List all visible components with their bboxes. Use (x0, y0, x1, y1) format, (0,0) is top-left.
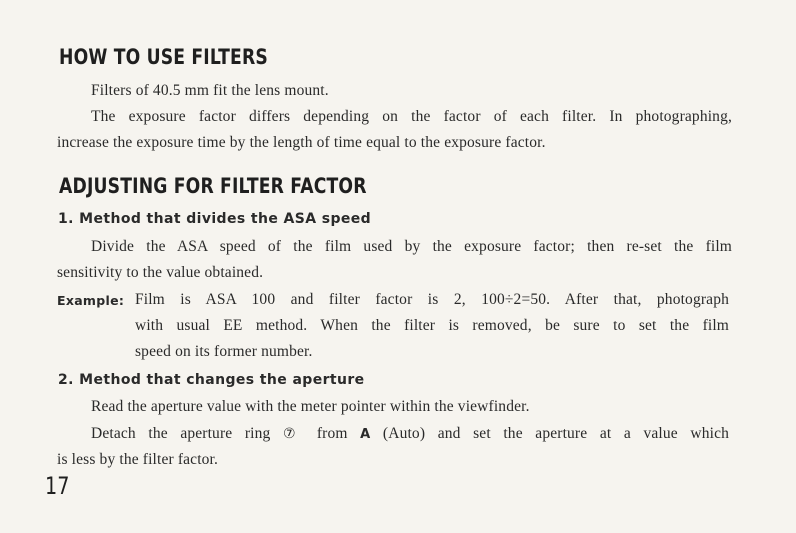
method2-title: 2. Method that changes the aperture (58, 372, 365, 388)
method2-text-line1: Read the aperture value with the meter pointer within the viewfinder. (91, 398, 530, 415)
method2-text-line2 (91, 425, 729, 444)
method2-line2-part-c: (Auto) and set the aperture at a value which (370, 425, 730, 442)
method1-title: 1. Method that divides the ASA speed (58, 211, 372, 227)
example-text-line3: speed on its former number. (135, 343, 313, 360)
method1-text-line2: sensitivity to the value obtained. (57, 264, 264, 281)
aperture-ring-number-7: ⑦ (283, 426, 305, 442)
auto-mode-letter: A (360, 427, 371, 442)
example-text-line1: Film is ASA 100 and filter factor is 2, 100÷2=50. After that, photograph (135, 291, 729, 308)
method2-line2-part-a: Detach the aperture ring (91, 425, 283, 442)
filters-size-text: Filters of 40.5 mm fit the lens mount. (91, 82, 329, 99)
example-text-line2: with usual EE method. When the filter is removed, be sure to set the film (135, 317, 729, 334)
method2-line2-part-b: from (304, 425, 361, 442)
exposure-factor-text-line1: The exposure factor differs depending on the factor of each filter. In photographing, (91, 108, 732, 125)
heading-how-to-use-filters: HOW TO USE FILTERS (59, 45, 268, 69)
exposure-factor-text-line2: increase the exposure time by the length of time equal to the exposure factor. (57, 134, 546, 151)
method2-text-line3: is less by the filter factor. (57, 451, 219, 468)
page-number: 17 (45, 472, 70, 500)
method1-text-line1: Divide the ASA speed of the film used by the exposure factor; then re-set the film (91, 238, 732, 255)
example-label: Example: (57, 293, 125, 308)
heading-adjusting-for-filter-factor: ADJUSTING FOR FILTER FACTOR (59, 174, 367, 198)
